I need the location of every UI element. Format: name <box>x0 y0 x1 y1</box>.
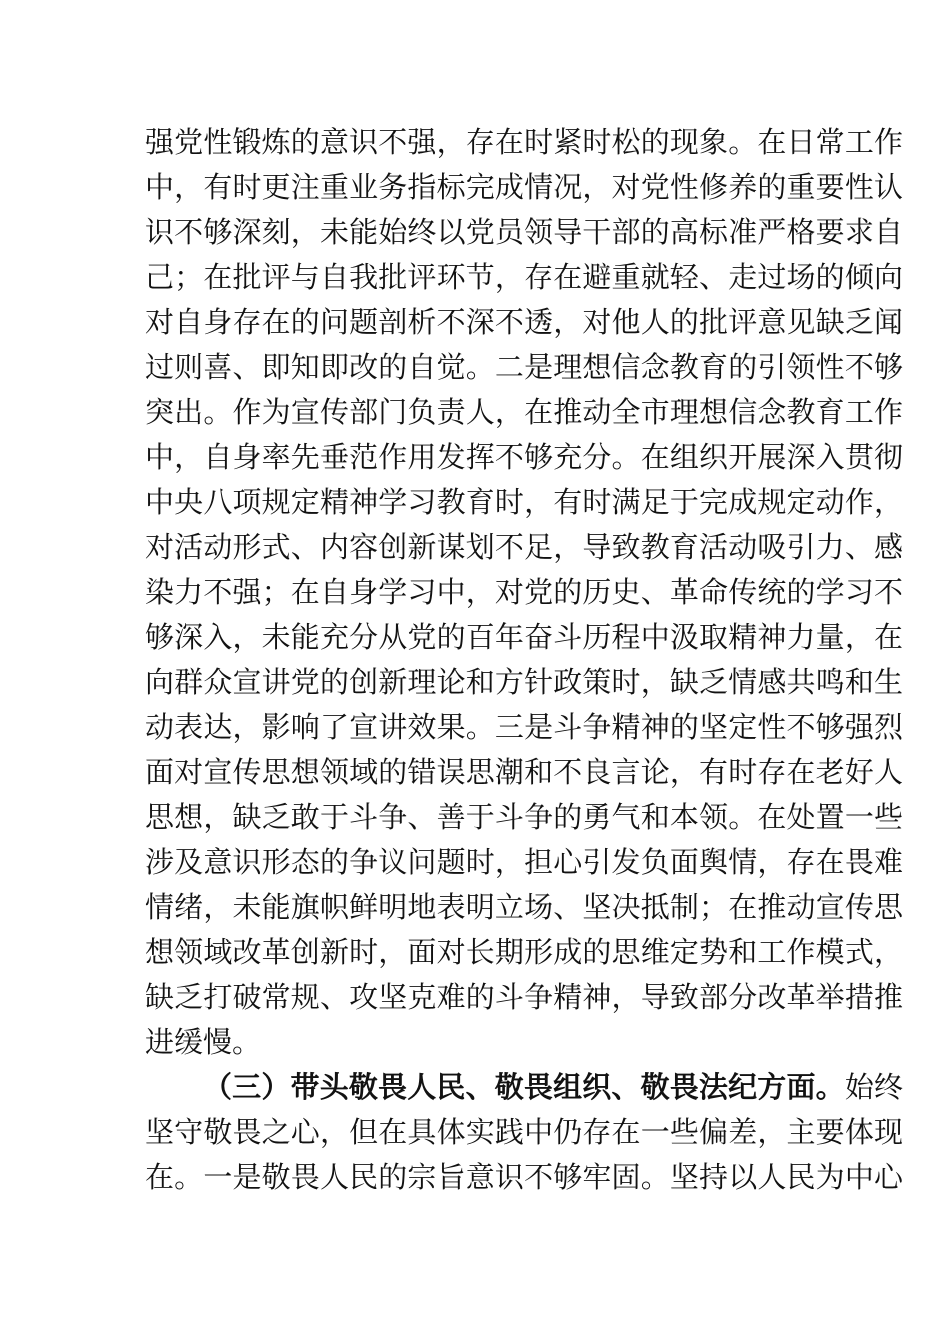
text-segment: 动表达，影响了宣讲效果。三是斗争精神的坚定性不够强烈 <box>145 712 903 744</box>
text-line <box>145 346 903 391</box>
text-line <box>145 1021 903 1066</box>
text-line <box>145 1111 903 1156</box>
text-segment: 识不够深刻，未能始终以党员领导干部的高标准严格要求自 <box>145 217 903 249</box>
text-segment: 思想，缺乏敢于斗争、善于斗争的勇气和本领。在处置一些 <box>145 802 903 834</box>
text-segment: 在。一是敬畏人民的宗旨意识不够牢固。坚持以人民为中心 <box>145 1162 903 1194</box>
text-segment: 想领域改革创新时，面对长期形成的思维定势和工作模式， <box>145 937 903 969</box>
text-segment: 过则喜、即知即改的自觉。二是理想信念教育的引领性不够 <box>145 352 903 384</box>
text-line <box>145 391 903 436</box>
text-line <box>145 976 903 1021</box>
text-segment: 中央八项规定精神学习教育时，有时满足于完成规定动作， <box>145 487 903 519</box>
text-segment: 对活动形式、内容创新谋划不足，导致教育活动吸引力、感 <box>145 532 903 564</box>
text-segment: 中，自身率先垂范作用发挥不够充分。在组织开展深入贯彻 <box>145 442 903 474</box>
text-line <box>145 751 903 796</box>
text-segment: 缺乏打破常规、攻坚克难的斗争精神，导致部分改革举措推 <box>145 982 903 1014</box>
text-segment: 染力不强；在自身学习中，对党的历史、革命传统的学习不 <box>145 577 903 609</box>
text-line <box>145 481 903 526</box>
text-line <box>145 886 903 931</box>
text-segment: 对自身存在的问题剖析不深不透，对他人的批评意见缺乏闻 <box>145 307 903 339</box>
document-body <box>145 121 903 1201</box>
text-line <box>145 301 903 346</box>
text-line <box>145 931 903 976</box>
text-segment: 进缓慢。 <box>145 1027 262 1059</box>
text-line <box>145 1066 903 1111</box>
text-segment: 突出。作为宣传部门负责人，在推动全市理想信念教育工作 <box>145 397 903 429</box>
text-line <box>145 616 903 661</box>
text-segment: 强党性锻炼的意识不强，存在时紧时松的现象。在日常工作 <box>145 127 903 159</box>
text-line <box>145 841 903 886</box>
text-line <box>145 661 903 706</box>
section-heading: （三）带头敬畏人民、敬畏组织、敬畏法纪方面。 <box>203 1072 845 1104</box>
text-segment: 面对宣传思想领域的错误思潮和不良言论，有时存在老好人 <box>145 757 903 789</box>
text-line <box>145 796 903 841</box>
text-segment: 坚守敬畏之心，但在具体实践中仍存在一些偏差，主要体现 <box>145 1117 903 1149</box>
text-line <box>145 166 903 211</box>
text-segment: 够深入，未能充分从党的百年奋斗历程中汲取精神力量，在 <box>145 622 903 654</box>
text-segment: 涉及意识形态的争议问题时，担心引发负面舆情，存在畏难 <box>145 847 903 879</box>
text-line <box>145 1156 903 1201</box>
text-segment: 中，有时更注重业务指标完成情况，对党性修养的重要性认 <box>145 172 903 204</box>
text-line <box>145 706 903 751</box>
text-line <box>145 526 903 571</box>
text-line <box>145 256 903 301</box>
text-segment: 向群众宣讲党的创新理论和方针政策时，缺乏情感共鸣和生 <box>145 667 903 699</box>
text-line <box>145 211 903 256</box>
text-segment: 情绪，未能旗帜鲜明地表明立场、坚决抵制；在推动宣传思 <box>145 892 903 924</box>
text-line <box>145 571 903 616</box>
text-segment: 始终 <box>844 1072 903 1104</box>
text-segment: 己；在批评与自我批评环节，存在避重就轻、走过场的倾向 <box>145 262 903 294</box>
text-line <box>145 121 903 166</box>
text-line <box>145 436 903 481</box>
